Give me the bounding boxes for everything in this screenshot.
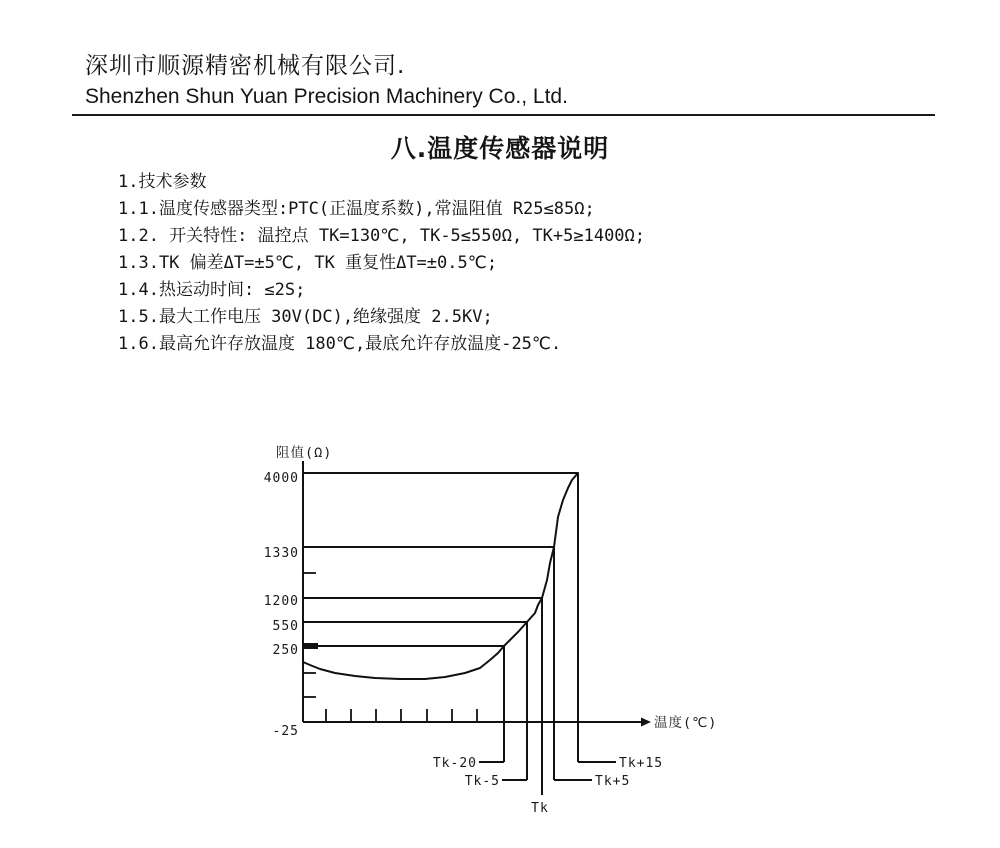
resistance-temperature-chart [248, 438, 718, 833]
company-name-english: Shenzhen Shun Yuan Precision Machinery Co., Ltd. [85, 85, 568, 108]
y-tick-label-1330: 1330 [263, 546, 299, 561]
marker-label-tk-minus-20: Tk-20 [432, 756, 477, 771]
x-axis-title: 温度(℃) [654, 715, 718, 731]
y-tick-label-550: 550 [272, 619, 299, 634]
ptc-curve [303, 473, 578, 679]
y-tick-label-1200: 1200 [263, 594, 299, 609]
chart-canvas [248, 438, 718, 833]
marker-label-tk-plus-5: Tk+5 [595, 774, 631, 789]
spec-item-1-3: 1.3.TK 偏差ΔT=±5℃, TK 重复性ΔT=±0.5℃; [118, 253, 498, 273]
reference-steps [303, 473, 616, 795]
spec-item-1-4: 1.4.热运动时间: ≤2S; [118, 280, 306, 300]
spec-item-1: 1.技术参数 [118, 172, 207, 192]
x-minor-ticks [326, 709, 477, 722]
y-tick-label-4000: 4000 [263, 471, 299, 486]
x-origin-label: -25 [272, 724, 299, 739]
spec-item-1-1: 1.1.温度传感器类型:PTC(正温度系数),常温阻值 R25≤85Ω; [118, 199, 595, 219]
header-divider [72, 114, 935, 116]
section-title: 八.温度传感器说明 [390, 134, 610, 163]
x-axis-arrow-icon [641, 718, 651, 727]
y-axis-title: 阻值(Ω) [276, 445, 333, 461]
y-tick-label-250: 250 [272, 643, 299, 658]
spec-item-1-6: 1.6.最高允许存放温度 180℃,最底允许存放温度-25℃. [118, 334, 562, 354]
marker-label-tk: Tk [531, 801, 549, 816]
marker-label-tk-minus-5: Tk-5 [464, 774, 500, 789]
marker-label-tk-plus-15: Tk+15 [619, 756, 664, 771]
y-minor-ticks [303, 573, 318, 697]
spec-item-1-5: 1.5.最大工作电压 30V(DC),绝缘强度 2.5KV; [118, 307, 493, 327]
company-name-chinese: 深圳市顺源精密机械有限公司. [85, 53, 406, 79]
spec-item-1-2: 1.2. 开关特性: 温控点 TK=130℃, TK-5≤550Ω, TK+5≥1400Ω; [118, 226, 646, 246]
spec-list [118, 169, 818, 358]
